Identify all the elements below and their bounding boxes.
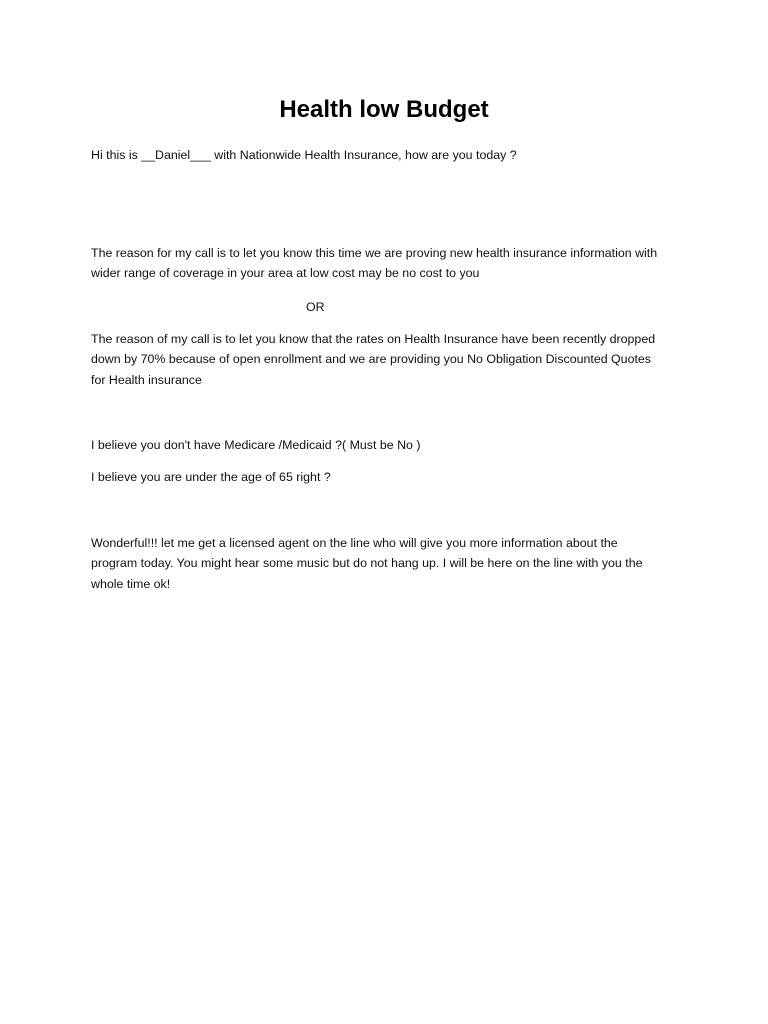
closing-line-2: program today. You might hear some music but do not hang up. I will be here on the line with you the xyxy=(91,556,643,571)
closing-line-3: whole time ok! xyxy=(91,576,171,591)
closing-line-1: Wonderful!!! let me get a licensed agent on the line who will give you more information about the xyxy=(91,536,618,550)
reason-two-paragraph xyxy=(91,329,691,390)
greeting-line: Hi this is __Daniel___ with Nationwide Health Insurance, how are you today ? xyxy=(91,148,517,162)
reason-two-line-1: The reason of my call is to let you know that the rates on Health Insurance have been recently dropped xyxy=(91,332,656,346)
greeting-paragraph xyxy=(91,145,691,165)
reason-one-paragraph xyxy=(91,243,691,284)
or-separator: OR xyxy=(306,300,325,314)
medicare-question-line: I believe you don't have Medicare /Medicaid ?( Must be No ) xyxy=(91,438,421,452)
reason-two-line-3: for Health insurance xyxy=(91,372,202,387)
age-question-line: I believe you are under the age of 65 right ? xyxy=(91,470,331,484)
medicare-question xyxy=(91,435,691,455)
age-question xyxy=(91,467,691,487)
reason-two-line-2: down by 70% because of open enrollment and we are providing you No Obligation Discounted Quotes xyxy=(91,352,651,367)
document-title: Health low Budget xyxy=(279,96,489,123)
reason-one-line-1: The reason for my call is to let you know this time we are proving new health insurance information with xyxy=(91,246,658,260)
closing-paragraph xyxy=(91,533,691,594)
reason-one-line-2: wider range of coverage in your area at low cost may be no cost to you xyxy=(91,266,480,281)
